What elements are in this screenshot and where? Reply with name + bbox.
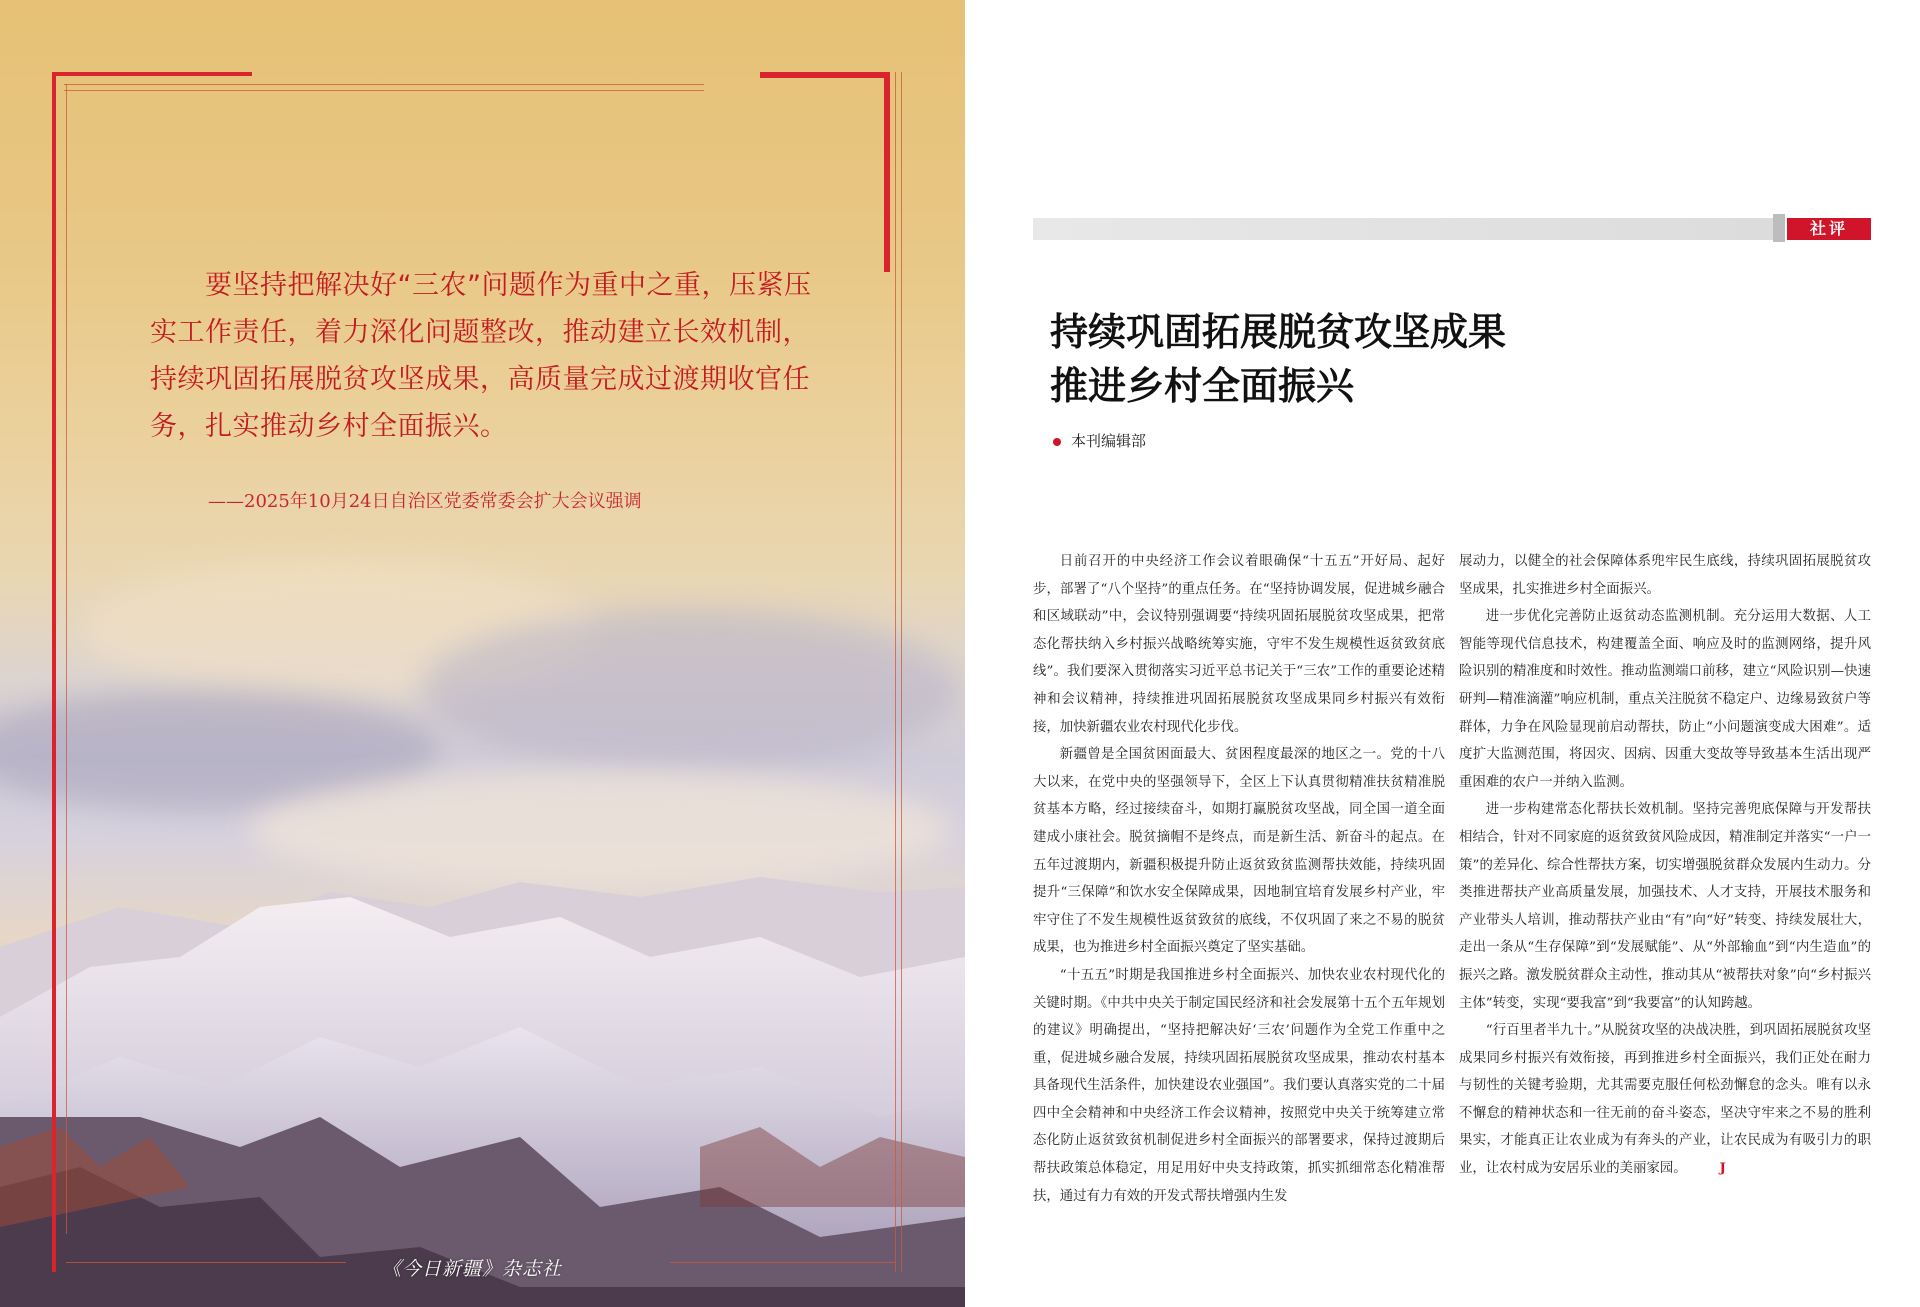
paragraph: “十五五”时期是我国推进乡村全面振兴、加快农业农村现代化的关键时期。《中共中央关于制定国民经济和社会发展第十五个五年规划的建议》明确提出，“坚持把解决好‘三农’问题作为全党工作重中之重，促进城乡融合发展，持续巩固拓展脱贫攻坚成果，推动农村基本具备现代生活条件，加快建设农业强国”。我们要认真落实党的二十届四中全会精神和中央经济工作会议精神，按照党中央关于统筹建立常态化防止返贫致贫机制促进乡村全面振兴的部署要求，保持过渡期后帮扶政策总体稳定，用足用好中央支持政策，抓实抓细常态化精准帮扶，通过有力有效的开发式帮扶增强内生发 bbox=[1033, 967, 1445, 1204]
quote-source: ——2025年10月24日自治区党委常委会扩大会议强调 bbox=[208, 491, 642, 512]
cloud-shape bbox=[420, 610, 960, 770]
byline-author: 本刊编辑部 bbox=[1071, 432, 1147, 450]
frame-inner-top-line bbox=[64, 84, 704, 85]
frame-right-line bbox=[884, 72, 890, 272]
paragraph: 新疆曾是全国贫困面最大、贫困程度最深的地区之一。党的十八大以来，在党中央的坚强领导下，全区上下认真贯彻精准扶贫精准脱贫基本方略，经过接续奋斗，如期打赢脱贫攻坚战，同全国一道全面建成小康社会。脱贫摘帽不是终点，而是新生活、新奋斗的起点。在五年过渡期内，新疆积极提升防止返贫致贫监测帮扶效能，持续巩固提升“三保障”和饮水安全保障成果，因地制宜培育发展乡村产业，牢牢守住了不发生规模性返贫致贫的底线，不仅巩固了来之不易的脱贫成果，也为推进乡村全面振兴奠定了坚实基础。 bbox=[1033, 747, 1445, 956]
right-page-article bbox=[965, 0, 1920, 1307]
byline bbox=[1053, 430, 1146, 451]
header-bar bbox=[1033, 218, 1773, 240]
frame-inner-right-line bbox=[895, 72, 896, 1272]
magazine-logo: 《今日新疆》杂志社 bbox=[382, 1258, 563, 1280]
paragraph bbox=[1459, 1017, 1871, 1183]
frame-inner-right-line bbox=[901, 72, 902, 1272]
header-bar-cap bbox=[1773, 214, 1785, 242]
article-title-line: 持续巩固拓展脱贫攻坚成果 bbox=[1050, 310, 1507, 354]
frame-inner-left-line bbox=[66, 84, 67, 1234]
frame-bottom-line bbox=[670, 1262, 895, 1263]
section-tag: 社评 bbox=[1787, 218, 1871, 240]
quote-text: 要坚持把解决好“三农”问题作为重中之重，压紧压实工作责任，着力深化问题整改，推动建立长效机制，持续巩固拓展脱贫攻坚成果，高质量完成过渡期收官任务，扎实推动乡村全面振兴。 bbox=[150, 270, 812, 442]
paragraph: 进一步优化完善防止返贫动态监测机制。充分运用大数据、人工智能等现代信息技术，构建覆盖全面、响应及时的监测网络，提升风险识别的精准度和时效性。推动监测端口前移，建立“风险识别—快速研判—精准滴灌”响应机制，重点关注脱贫不稳定户、边缘易致贫户等群体，力争在风险显现前启动帮扶，防止“小问题演变成大困难”。适度扩大监测范围，将因灾、因病、因重大变故等导致基本生活出现严重困难的农户一并纳入监测。 bbox=[1459, 609, 1871, 790]
article-column-1 bbox=[1033, 548, 1445, 1210]
frame-inner-top-line bbox=[64, 90, 704, 91]
frame-bottom-line bbox=[66, 1262, 346, 1263]
snowy-mountains-image bbox=[0, 787, 965, 1307]
paragraph: 展动力，以健全的社会保障体系兜牢民生底线，持续巩固拓展脱贫攻坚成果，扎实推进乡村全面振兴。 bbox=[1459, 554, 1871, 597]
article-title-line: 推进乡村全面振兴 bbox=[1050, 364, 1355, 408]
article-column-2 bbox=[1459, 548, 1871, 1183]
paragraph: 日前召开的中央经济工作会议着眼确保“十五五”开好局、起好步，部署了“八个坚持”的重点任务。在“坚持协调发展，促进城乡融合和区域联动”中，会议特别强调要“持续巩固拓展脱贫攻坚成果，把常态化帮扶纳入乡村振兴战略统筹实施，守牢不发生规模性返贫致贫底线”。我们要深入贯彻落实习近平总书记关于“三农”工作的重要论述精神和会议精神，持续推进巩固拓展脱贫攻坚成果同乡村振兴有效衔接，加快新疆农业农村现代化步伐。 bbox=[1033, 554, 1445, 735]
article-title bbox=[1050, 305, 1506, 413]
bullet-dot-icon bbox=[1053, 438, 1061, 446]
frame-left-line bbox=[52, 72, 56, 1272]
frame-top-left-line bbox=[52, 72, 252, 76]
frame-top-right-line bbox=[760, 72, 888, 78]
paragraph-text: “行百里者半九十。”从脱贫攻坚的决战决胜，到巩固拓展脱贫攻坚成果同乡村振兴有效衔接，再到推进乡村全面振兴，我们正处在耐力与韧性的关键考验期，尤其需要克服任何松劲懈怠的念头。唯有以永不懈怠的精神状态和一往无前的奋斗姿态，坚决守牢来之不易的胜利果实，才能真正让农业成为有奔头的产业，让农民成为有吸引力的职业，让农村成为安居乐业的美丽家园。 bbox=[1459, 1023, 1871, 1177]
paragraph: 进一步构建常态化帮扶长效机制。坚持完善兜底保障与开发帮扶相结合，针对不同家庭的返贫致贫风险成因，精准制定并落实“一户一策”的差异化、综合性帮扶方案，切实增强脱贫群众发展内生动力。分类推进帮扶产业高质量发展，加强技术、人才支持，开展技术服务和产业带头人培训，推动帮扶产业由“有”向“好”转变、持续发展壮大，走出一条从“生存保障”到“发展赋能”、从“外部输血”到“内生造血”的振兴之路。激发脱贫群众主动性，推动其从“被帮扶对象”向“乡村振兴主体”转变，实现“要我富”到“我要富”的认知跨越。 bbox=[1459, 802, 1871, 1011]
end-mark-icon: J bbox=[1719, 1160, 1726, 1177]
